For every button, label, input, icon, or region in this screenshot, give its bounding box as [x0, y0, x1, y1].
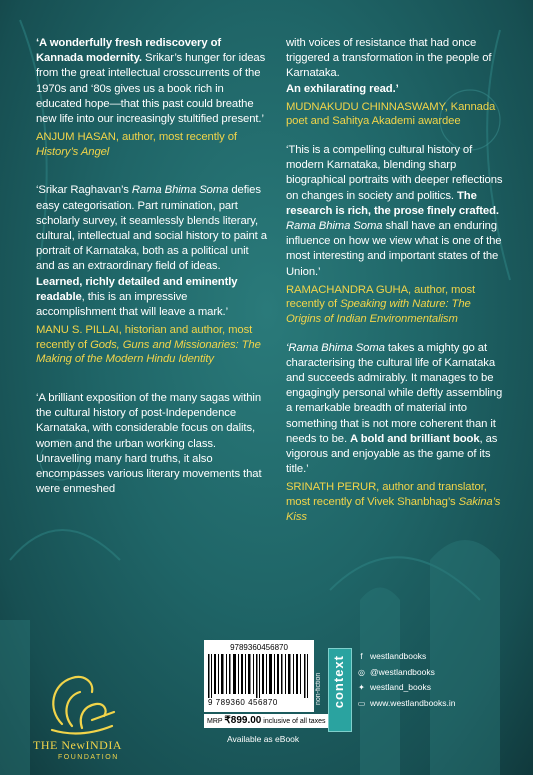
- endorsement-srinath-perur: ‘Rama Bhima Soma takes a mighty go at characterising the cultural life of Karnataka and succeeds admirably. It manages to be engagingly personal while deftly assembling a remarkable breadth of material into something that is not more coherent than it needs to be. A bold and brilliant book, as vigorous and enjoyable as the game of its title.’ SRINATH PERUR, author and translator, most recently of Vivek Shanbhag’s Sakina’s Kiss: [286, 341, 508, 525]
- quote-text: with voices of resistance that had once triggered a transformation in the people of Karnataka.: [286, 37, 492, 80]
- barcode-bars: [208, 654, 310, 698]
- attribution: ANJUM HASAN, author, most recently of History’s Angel: [36, 131, 237, 158]
- web-icon: ▭: [357, 698, 366, 708]
- quote-highlight: A bold and brilliant book: [350, 432, 480, 445]
- social-instagram[interactable]: ◎ @westlandbooks: [356, 665, 456, 681]
- book-title: Rama Bhima Soma: [286, 220, 383, 233]
- attribution: RAMACHANDRA GUHA, author, most recently of Speaking with Nature: The Origins of Indian Environmentalism: [286, 283, 476, 326]
- quote-highlight: An exhilarating read.’: [286, 82, 399, 95]
- quote-highlight: The research is rich, the prose finely crafted.: [286, 189, 499, 217]
- endorsement-chinnaswamy-end: [286, 36, 508, 129]
- price-value: ₹899.00: [224, 715, 262, 726]
- left-column: [36, 36, 268, 521]
- endorsement-chinnaswamy-start: [36, 391, 268, 497]
- barcode: [204, 640, 314, 712]
- attribution: SRINATH PERUR, author and translator, most recently of Vivek Shanbhag’s Sakina’s Kiss: [286, 481, 501, 523]
- book-title: Rama Bhima Soma: [131, 184, 229, 197]
- endorsement-ramachandra-guha: ‘This is a compelling cultural history of modern Karnataka, blending sharp biographical portraits with deeper reflections on changes in society and politics. The research is rich, the prose finely crafted. Rama Bhima Soma shall have an enduring influence on how we view what is one of the most interesting and important states of the Union.’ RAMACHANDRA GUHA, author, most recently of Speaking with Nature: The Origins of Indian Environmentalism: [286, 143, 508, 327]
- attribution: MUDNAKUDU CHINNASWAMY, Kannada poet and Sahitya Akademi awardee: [286, 100, 496, 128]
- isbn-label: 9789360456870: [230, 643, 288, 652]
- social-website[interactable]: ▭ www.westlandbooks.in: [356, 696, 456, 712]
- social-links: [356, 649, 456, 711]
- endorsement-anjum-hasan: [36, 36, 268, 159]
- ebook-notice: Available as eBook: [227, 734, 300, 744]
- quote-highlight: Learned, richly detailed and eminently readable: [36, 275, 238, 303]
- price-label: MRP ₹899.00 inclusive of all taxes: [204, 714, 332, 728]
- right-column: [286, 36, 508, 538]
- context-imprint-logo: context: [328, 648, 352, 732]
- category-label: non-fiction: [315, 672, 322, 705]
- endorsement-manu-pillai: ‘Srikar Raghavan’s Rama Bhima Soma defies easy categorisation. Part rumination, part scholarly survey, it seamlessly blends literary, cultural, intellectual and social history to paint a portrait of Karnataka, both as a political unit and as an extraordinary field of ideas. Learned, richly detailed and eminently readable, this is an impressive accomplishment that will leave a mark.’ MANU S. PILLAI, historian and author, most recently of Gods, Guns and Missionaries: The Making of the Modern Hindu Identity: [36, 184, 267, 366]
- social-facebook[interactable]: f westlandbooks: [356, 649, 456, 665]
- isbn-number: 9 789360 456870: [208, 698, 278, 707]
- book-title: ‘Rama Bhima Soma: [286, 341, 385, 354]
- quote-text: Srikar’s hunger for ideas from the great intellectual crosscurrents of the 1970s and ‘80s gives us a book rich in educated hope—that this past could breathe new life into our increasingly stultified present.’: [36, 52, 266, 126]
- twitter-icon: ✦: [358, 683, 365, 692]
- logo-text: THE NewINDIA: [33, 738, 122, 752]
- quote-text: ‘A brilliant exposition of the many sagas within the cultural history of post-Independence Karnataka, with considerable focus on dalits, women and the urban working class. Unravelling many hard truths, it also encompasses various literary movements that were enmeshed: [36, 392, 262, 496]
- attribution: MANU S. PILLAI, historian and author, most recently of Gods, Guns and Missionaries: The Making of the Modern Hindu Identity: [36, 324, 261, 366]
- social-twitter[interactable]: ✦ westland_books: [356, 680, 456, 696]
- facebook-icon: f: [360, 652, 363, 661]
- logo-subtext: FOUNDATION: [58, 754, 119, 761]
- instagram-icon: ◎: [358, 667, 365, 677]
- quote-highlight: ‘A wonderfully fresh rediscovery of Kannada modernity.: [36, 37, 222, 65]
